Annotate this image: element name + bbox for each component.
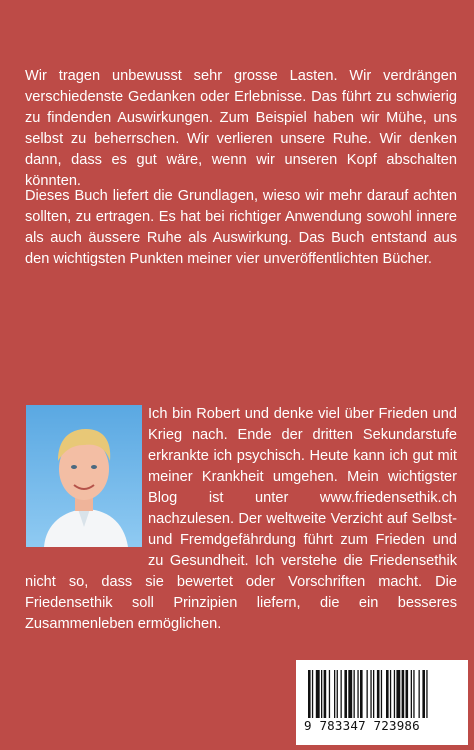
isbn-barcode: [296, 660, 468, 745]
author-bio-text: Ich bin Robert und denke viel über Frieden und Krieg nach. Ende der dritten Sekundarstufe erkrankte ich psychisch. Heute kann ich gut mit meiner Krankheit umgehen. Mein wichtigster Blog ist unter www.friedensethik.ch nachzulesen. Der weltweite Verzicht auf Selbst- und Fremdgefährdung führt zum Frieden und zu Gesundheit. Ich verstehe die Friedensethik nicht so, dass sie bewertet oder Vorschriften macht. Die Friedensethik soll Prinzipien liefern, die ein besseres Zusammenleben ermöglichen.: [25, 406, 457, 632]
author-bio: [25, 404, 457, 635]
blurb-paragraph-1: Wir tragen unbewusst sehr grosse Lasten. Wir verdrängen verschiedenste Gedanken oder Erlebnisse. Das führt zu schwierig zu findenden Auswirkungen. Zum Beispiel haben wir Mühe, uns selbst zu beherrschen. Wir verlieren unsere Ruhe. Wir denken dann, dass es gut wäre, wenn wir unseren Kopf abschalten könnten.: [25, 68, 457, 189]
isbn-digits: 9 783347 723986: [304, 718, 420, 733]
blurb-paragraph-2: Dieses Buch liefert die Grundlagen, wieso wir mehr darauf achten sollten, zu ertragen. Es hat bei richtiger Anwendung sowohl innere als auch äussere Ruhe als Auswirkung. Das Buch entstand aus den wichtigsten Punkten meiner vier unveröffentlichten Bücher.: [25, 188, 457, 267]
barcode-bars: [308, 670, 458, 718]
